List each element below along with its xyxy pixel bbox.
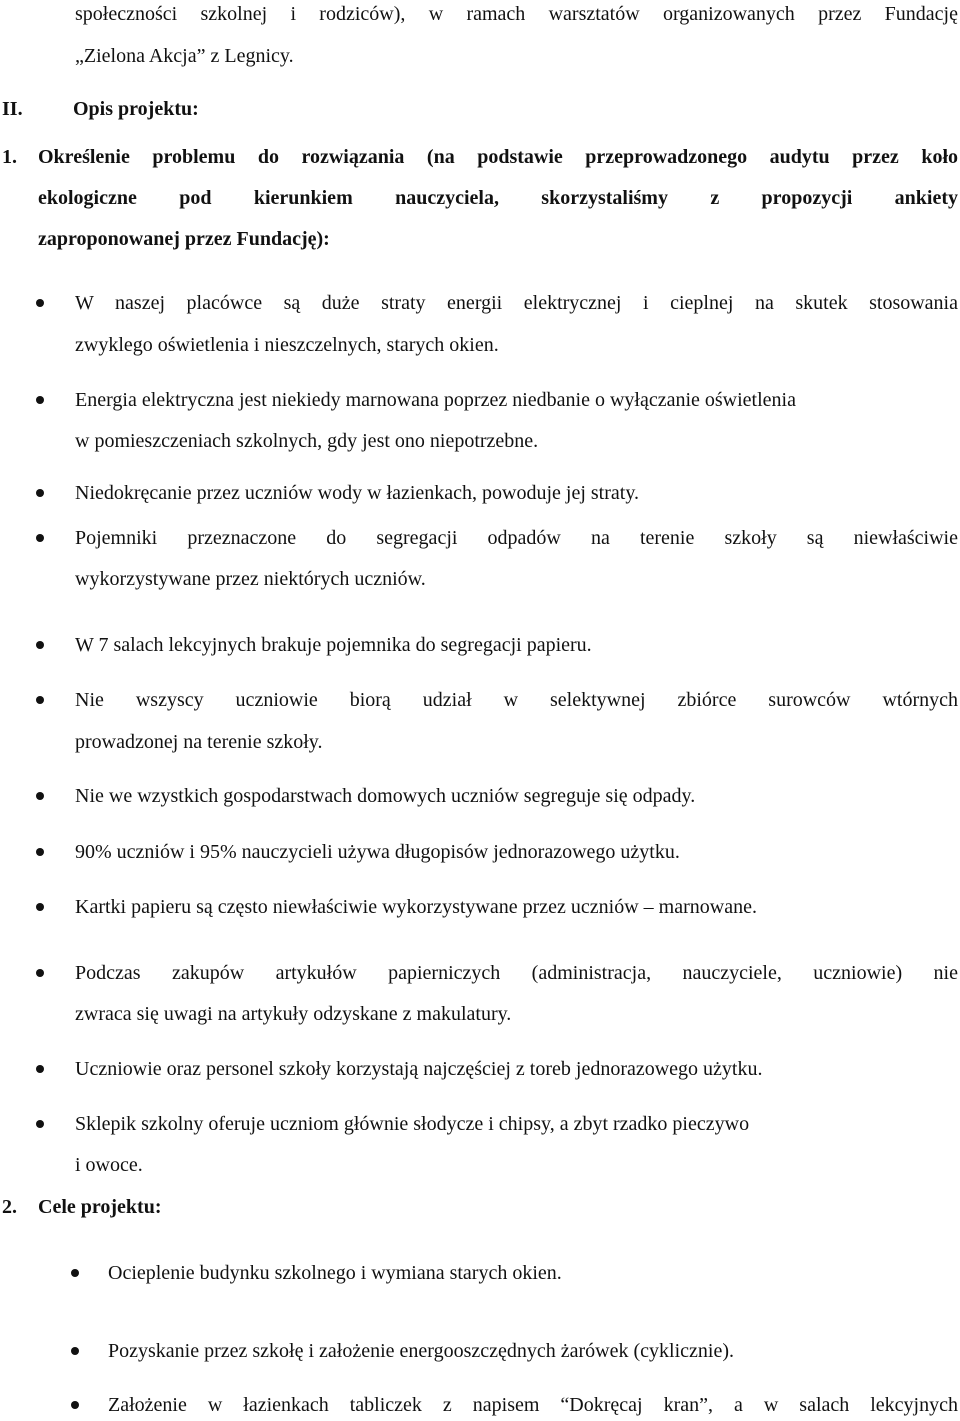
problem-2-line-2: w pomieszczeniach szkolnych, gdy jest ono niepotrzebne.	[75, 430, 539, 452]
item-2-number: 2.	[2, 1196, 17, 1218]
bullet-icon	[36, 534, 44, 542]
problem-8-line-1: 90% uczniów i 95% nauczycieli używa długopisów jednorazowego użytku.	[75, 841, 680, 863]
problem-1-line-2: zwyklego oświetlenia i nieszczelnych, starych okien.	[75, 334, 499, 356]
item-1-number: 1.	[2, 146, 17, 168]
bullet-icon	[71, 1269, 79, 1277]
bullet-icon	[36, 641, 44, 649]
goal-2: Pozyskanie przez szkołę i założenie energooszczędnych żarówek (cyklicznie).	[108, 1340, 734, 1362]
problem-7-line-1: Nie we wzystkich gospodarstwach domowych uczniów segreguje się odpady.	[75, 785, 696, 807]
bullet-icon	[36, 299, 44, 307]
problem-4-line-2: wykorzystywane przez niektórych uczniów.	[75, 568, 426, 590]
intro-line-2: „Zielona Akcja” z Legnicy.	[75, 45, 294, 67]
bullet-icon	[36, 396, 44, 404]
bullet-icon	[71, 1347, 79, 1355]
problem-11-line-1: Uczniowie oraz personel szkoły korzystają najczęściej z toreb jednorazowego użytku.	[75, 1058, 763, 1080]
bullet-icon	[36, 792, 44, 800]
problem-4-line-1: Pojemniki przeznaczone do segregacji odpadów na terenie szkoły są niewłaściwie	[75, 527, 958, 549]
problem-6-line-1: Nie wszyscy uczniowie biorą udział w selektywnej zbiórce surowców wtórnych	[75, 689, 958, 711]
bullet-icon	[71, 1401, 79, 1409]
item-1-line-1: Określenie problemu do rozwiązania (na podstawie przeprowadzonego audytu przez koło	[38, 146, 958, 168]
problem-10-line-1: Podczas zakupów artykułów papierniczych (administracja, nauczyciele, uczniowie) nie	[75, 962, 958, 984]
item-1-line-2: ekologiczne pod kierunkiem nauczyciela, skorzystaliśmy z propozycji ankiety	[38, 187, 958, 209]
problem-3-line-1: Niedokręcanie przez uczniów wody w łazienkach, powoduje jej straty.	[75, 482, 640, 504]
item-2-title: Cele projektu:	[38, 1196, 162, 1218]
intro-line-1: społeczności szkolnej i rodziców), w ramach warsztatów organizowanych przez Fundację	[75, 3, 958, 25]
problem-12-line-2: i owoce.	[75, 1154, 143, 1176]
bullet-icon	[36, 903, 44, 911]
problem-1-line-1: W naszej placówce są duże straty energii elektrycznej i cieplnej na skutek stosowania	[75, 292, 958, 314]
bullet-icon	[36, 489, 44, 497]
problem-9-line-1: Kartki papieru są często niewłaściwie wykorzystywane przez uczniów – marnowane.	[75, 896, 757, 918]
bullet-icon	[36, 1120, 44, 1128]
section-title: Opis projektu:	[73, 98, 199, 120]
bullet-icon	[36, 1065, 44, 1073]
bullet-icon	[36, 696, 44, 704]
bullet-icon	[36, 848, 44, 856]
bullet-icon	[36, 969, 44, 977]
problem-12-line-1: Sklepik szkolny oferuje uczniom głównie słodycze i chipsy, a zbyt rzadko pieczywo	[75, 1113, 750, 1135]
problem-10-line-2: zwraca się uwagi na artykuły odzyskane z makulatury.	[75, 1003, 512, 1025]
section-number: II.	[2, 98, 23, 120]
problem-6-line-2: prowadzonej na terenie szkoły.	[75, 731, 323, 753]
problem-2-line-1: Energia elektryczna jest niekiedy marnowana poprzez niedbanie o wyłączanie oświetlenia	[75, 389, 796, 411]
goal-1: Ocieplenie budynku szkolnego i wymiana starych okien.	[108, 1262, 562, 1284]
goal-3: Założenie w łazienkach tabliczek z napisem “Dokręcaj kran”, a w salach lekcyjnych	[108, 1394, 958, 1416]
problem-5-line-1: W 7 salach lekcyjnych brakuje pojemnika do segregacji papieru.	[75, 634, 592, 656]
item-1-line-3: zaproponowanej przez Fundację):	[38, 228, 330, 250]
